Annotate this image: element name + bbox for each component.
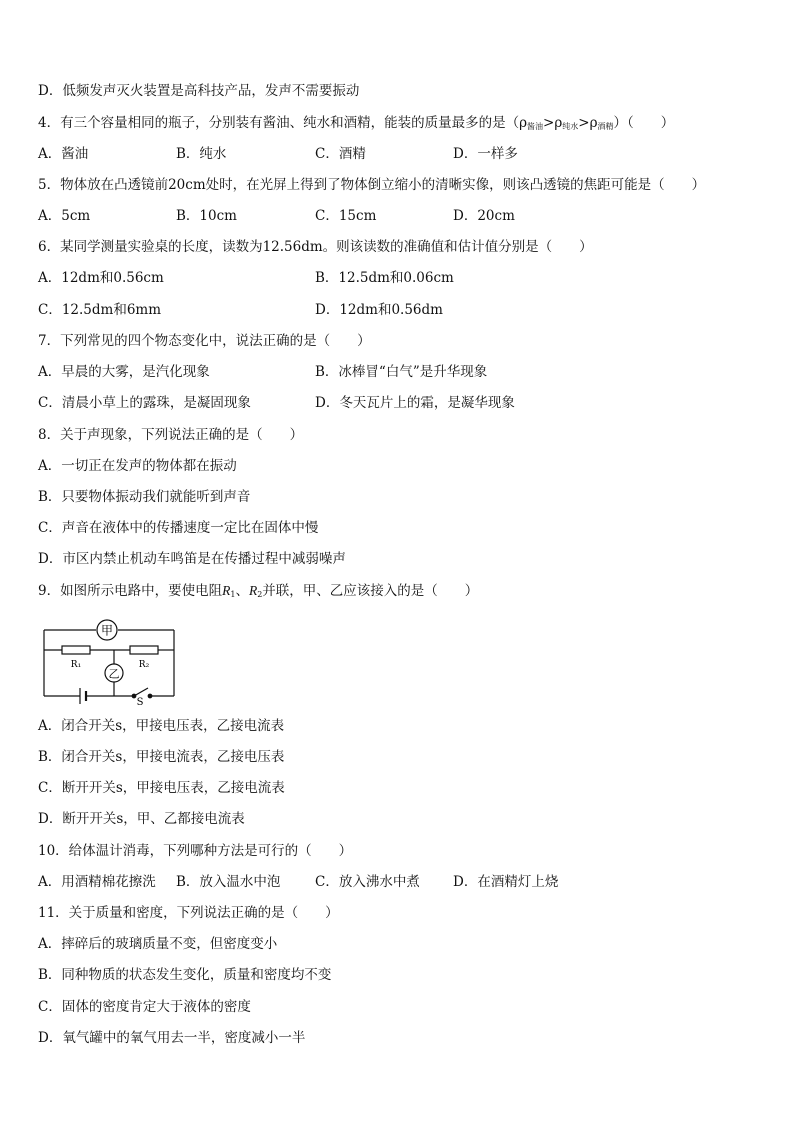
q9-r1: R xyxy=(222,583,231,598)
q11-stem: 11．关于质量和密度，下列说法正确的是（ ） xyxy=(38,905,339,921)
q11-option-d: D．氧气罐中的氧气用去一半，密度减小一半 xyxy=(38,1030,306,1046)
q6-option-a: A．12dm和0.56cm xyxy=(38,270,164,286)
q7-option-a: A．早晨的大雾，是汽化现象 xyxy=(38,364,210,380)
q9-r1-sub: 1 xyxy=(230,590,236,599)
q5-option-a: A．5cm xyxy=(38,208,91,224)
q4-stem-start: 4．有三个容量相同的瓶子，分别装有酱油、纯水和酒精，能装的质量最多的是（ρ xyxy=(38,115,528,131)
q6-stem: 6．某同学测量实验桌的长度，读数为12.56dm。则该读数的准确值和估计值分别是（ ） xyxy=(38,239,593,255)
q9-option-a: A．闭合开关s，甲接电压表，乙接电流表 xyxy=(38,718,285,734)
q7-option-c: C．清晨小草上的露珠，是凝固现象 xyxy=(38,395,251,411)
q11-option-c: C．固体的密度肯定大于液体的密度 xyxy=(38,999,251,1015)
q9-stem xyxy=(38,582,478,604)
q10-option-b: B．放入温水中泡 xyxy=(176,874,281,890)
meter-top-label: 甲 xyxy=(100,623,114,638)
q8-stem: 8．关于声现象，下列说法正确的是（ ） xyxy=(38,427,304,443)
q4-density-sub-alcohol: 酒精 xyxy=(597,122,614,131)
r2-label: R₂ xyxy=(138,660,150,670)
q5-option-d: D．20cm xyxy=(453,208,515,224)
circuit-diagram xyxy=(40,616,180,706)
q4-stem-end: ）（ ） xyxy=(613,115,675,131)
q7-option-b: B．冰棒冒“白气”是升华现象 xyxy=(315,364,488,380)
switch-blade xyxy=(134,688,148,696)
q11-option-a: A．摔碎后的玻璃质量不变，但密度变小 xyxy=(38,936,278,952)
q9-option-d: D．断开开关s，甲、乙都接电流表 xyxy=(38,811,245,827)
q9-r2-sub: 2 xyxy=(257,590,263,599)
q4-option-c: C．酒精 xyxy=(315,146,366,162)
q4-option-b: B．纯水 xyxy=(176,146,227,162)
q9-stem-end: 并联，甲、乙应该接入的是（ ） xyxy=(262,583,479,599)
meter-mid-label: 乙 xyxy=(108,667,120,681)
q4-stem xyxy=(38,114,674,136)
q4-density-sub-soy: 酱油 xyxy=(527,122,544,131)
q10-option-a: A．用酒精棉花擦洗 xyxy=(38,874,156,890)
q7-stem: 7．下列常见的四个物态变化中，说法正确的是（ ） xyxy=(38,333,371,349)
q4-gt-1: >ρ xyxy=(543,115,563,131)
q5-option-b: B．10cm xyxy=(176,208,237,224)
r1-label: R₁ xyxy=(70,660,82,670)
q4-density-sub-water: 纯水 xyxy=(562,122,579,131)
q9-option-c: C．断开开关s，甲接电压表，乙接电流表 xyxy=(38,780,285,796)
q9-separator: 、 xyxy=(235,583,249,599)
q6-option-d: D．12dm和0.56dm xyxy=(315,302,443,318)
q5-option-c: C．15cm xyxy=(315,208,377,224)
switch-label: S xyxy=(136,697,144,706)
q9-option-b: B．闭合开关s，甲接电流表，乙接电压表 xyxy=(38,749,285,765)
q3-option-d: D．低频发声灭火装置是高科技产品，发声不需要振动 xyxy=(38,83,360,99)
q8-option-c: C．声音在液体中的传播速度一定比在固体中慢 xyxy=(38,520,319,536)
q7-option-d: D．冬天瓦片上的霜，是凝华现象 xyxy=(315,395,515,411)
q8-option-b: B．只要物体振动我们就能听到声音 xyxy=(38,489,251,505)
q10-option-c: C．放入沸水中煮 xyxy=(315,874,420,890)
q5-stem: 5．物体放在凸透镜前20cm处时，在光屏上得到了物体倒立缩小的清晰实像，则该凸透镜的焦距可能是（ ） xyxy=(38,177,706,193)
q10-stem: 10．给体温计消毒，下列哪种方法是可行的（ ） xyxy=(38,843,353,859)
resistor-r2 xyxy=(130,646,158,654)
q11-option-b: B．同种物质的状态发生变化，质量和密度均不变 xyxy=(38,967,332,983)
q10-option-d: D．在酒精灯上烧 xyxy=(453,874,559,890)
q4-gt-2: >ρ xyxy=(578,115,598,131)
q9-stem-start: 9．如图所示电路中，要使电阻 xyxy=(38,583,223,599)
q8-option-a: A．一切正在发声的物体都在振动 xyxy=(38,458,237,474)
q4-option-a: A．酱油 xyxy=(38,146,89,162)
q9-r2: R xyxy=(248,583,258,598)
q6-option-b: B．12.5dm和0.06cm xyxy=(315,270,454,286)
q6-option-c: C．12.5dm和6mm xyxy=(38,302,162,318)
q4-option-d: D．一样多 xyxy=(453,146,518,162)
resistor-r1 xyxy=(62,646,90,654)
q8-option-d: D．市区内禁止机动车鸣笛是在传播过程中减弱噪声 xyxy=(38,551,346,567)
